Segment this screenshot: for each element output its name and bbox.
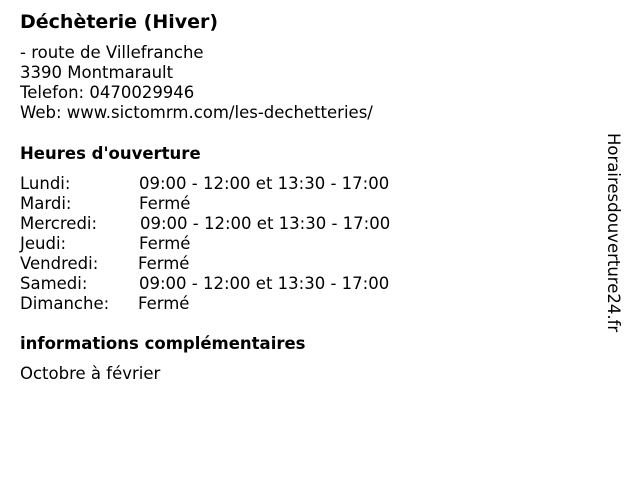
day-label: Lundi: xyxy=(20,174,71,193)
city-line: 3390 Montmarault xyxy=(20,63,174,82)
phone-line: Telefon: 0470029946 xyxy=(20,83,195,102)
page-title: Déchèterie (Hiver) xyxy=(20,11,219,33)
day-label: Vendredi: xyxy=(20,254,99,273)
website-line: Web: www.sictomrm.com/les-dechetteries/ xyxy=(20,103,373,122)
site-watermark: Horairesdouverture24.fr xyxy=(604,133,623,333)
street-line: - route de Villefranche xyxy=(20,43,204,62)
day-label: Jeudi: xyxy=(20,234,67,253)
address-block xyxy=(20,43,373,123)
day-hours: Fermé xyxy=(139,234,191,253)
day-hours: Fermé xyxy=(138,254,190,273)
hours-heading: Heures d'ouverture xyxy=(20,144,201,163)
day-label: Mardi: xyxy=(20,194,72,213)
day-hours: Fermé xyxy=(138,294,190,313)
day-hours: 09:00 - 12:00 et 13:30 - 17:00 xyxy=(140,214,391,233)
day-label: Samedi: xyxy=(20,274,88,293)
day-hours: 09:00 - 12:00 et 13:30 - 17:00 xyxy=(139,174,390,193)
day-label: Mercredi: xyxy=(20,214,98,233)
info-heading: informations complémentaires xyxy=(20,334,306,353)
info-text: Octobre à février xyxy=(20,364,161,383)
day-hours: Fermé xyxy=(139,194,191,213)
day-label: Dimanche: xyxy=(20,294,110,313)
day-hours: 09:00 - 12:00 et 13:30 - 17:00 xyxy=(139,274,390,293)
